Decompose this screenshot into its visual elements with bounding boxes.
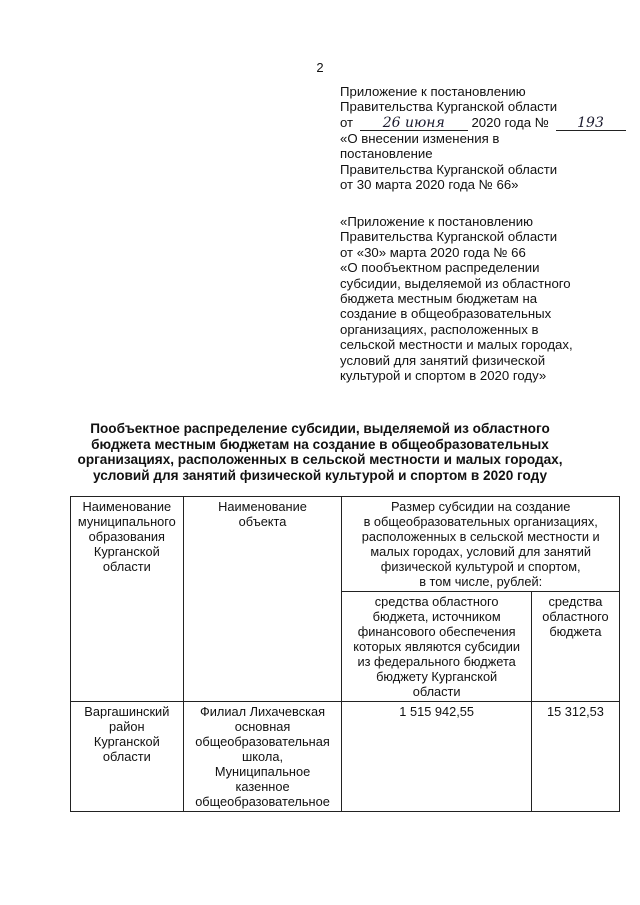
title-line: условий для занятий физической культурой и спортом в 2020 году xyxy=(92,467,548,483)
cell-text: Курганской xyxy=(93,734,160,749)
header-text: расположенных в сельской местности и xyxy=(361,529,600,544)
appendix-line: организациях, расположенных в xyxy=(340,321,539,337)
table-row xyxy=(71,702,620,812)
table-header-row xyxy=(71,497,620,592)
cell-text: основная xyxy=(234,719,291,734)
header-text: области xyxy=(102,559,151,574)
appendix-line: культурой и спортом в 2020 году» xyxy=(340,368,547,384)
appendix-line: субсидии, выделяемой из областного xyxy=(340,275,571,291)
header-municipality xyxy=(71,497,184,702)
appendix-line: от 30 марта 2020 года № 66» xyxy=(340,177,519,193)
header-text: финансового обеспечения xyxy=(357,624,516,639)
header-amount xyxy=(342,497,620,592)
page-number: 2 xyxy=(316,60,324,75)
header-text: Наименование xyxy=(218,499,307,514)
header-text: из федерального бюджета xyxy=(357,654,516,669)
header-text: средства xyxy=(548,594,603,609)
subheader-federal xyxy=(342,592,531,702)
appendix-original-header xyxy=(340,214,620,383)
title-line: бюджета местным бюджетам на создание в общеобразовательных xyxy=(91,436,549,452)
appendix-line: постановление xyxy=(340,146,433,162)
title-line: Пообъектное распределение субсидии, выделяемой из областного xyxy=(90,421,550,436)
cell-text: школа, xyxy=(242,749,284,764)
appendix-line: Правительства Курганской области xyxy=(340,99,558,115)
header-text: малых городах, условий для занятий xyxy=(370,544,592,559)
date-suffix: 2020 года № xyxy=(471,114,549,130)
appendix-line: условий для занятий физической xyxy=(340,352,546,368)
appendix-line: «Приложение к постановлению xyxy=(340,214,533,229)
cell-text: казенное xyxy=(235,779,290,794)
header-object xyxy=(183,497,342,702)
appendix-line: создание в общеобразовательных xyxy=(340,306,552,322)
cell-text: общеобразовательное xyxy=(195,794,330,809)
appendix-line: бюджета местным бюджетам на xyxy=(340,291,538,307)
header-text: области xyxy=(412,684,461,699)
appendix-line: «О внесении изменения в xyxy=(340,130,500,146)
header-text: Курганской xyxy=(93,544,160,559)
appendix-line: «О пообъектном распределении xyxy=(340,260,540,276)
header-text: Размер субсидии на создание xyxy=(391,499,571,514)
header-text: Наименование xyxy=(82,499,172,514)
cell-federal-amount: 1 515 942,55 xyxy=(342,702,531,812)
cell-text: район xyxy=(109,719,145,734)
appendix-line: Правительства Курганской области xyxy=(340,229,558,245)
cell-text: общеобразовательная xyxy=(195,734,330,749)
cell-object xyxy=(183,702,342,812)
subsidy-table xyxy=(70,496,620,812)
header-text: физической культурой и спортом, xyxy=(380,559,581,574)
appendix-amendment-header xyxy=(340,84,620,192)
header-text: бюджета xyxy=(549,624,602,639)
document-title xyxy=(60,421,580,483)
header-text: областного xyxy=(542,609,609,624)
header-text: муниципального xyxy=(77,514,176,529)
cell-text: Муниципальное xyxy=(214,764,311,779)
header-text: средства областного xyxy=(374,594,499,609)
cell-text: Филиал Лихачевская xyxy=(200,704,326,719)
appendix-line: Приложение к постановлению xyxy=(340,84,526,99)
appendix-line: сельской местности и малых городах, xyxy=(340,337,573,353)
cell-text: области xyxy=(102,749,151,764)
handwritten-number: 193 xyxy=(556,117,626,131)
cell-municipality xyxy=(71,702,184,812)
handwritten-date: 26 июня xyxy=(360,117,468,131)
header-text: бюджета, источником xyxy=(372,609,501,624)
appendix-line: Правительства Курганской области xyxy=(340,161,558,177)
header-text: которых являются субсидии xyxy=(353,639,521,654)
title-line: организациях, расположенных в сельской местности и малых городах, xyxy=(77,452,563,468)
date-prefix: от xyxy=(340,114,354,130)
header-text: образования xyxy=(88,529,165,544)
appendix-line: от «30» марта 2020 года № 66 xyxy=(340,244,526,260)
subheader-regional xyxy=(531,592,619,702)
cell-text: Варгашинский xyxy=(84,704,170,719)
header-text: бюджету Курганской xyxy=(376,669,498,684)
header-text: в общеобразовательных организациях, xyxy=(363,514,598,529)
cell-regional-amount: 15 312,53 xyxy=(531,702,619,812)
header-text: объекта xyxy=(238,514,287,529)
header-text: в том числе, рублей: xyxy=(419,574,543,589)
appendix-date-line xyxy=(340,115,620,131)
